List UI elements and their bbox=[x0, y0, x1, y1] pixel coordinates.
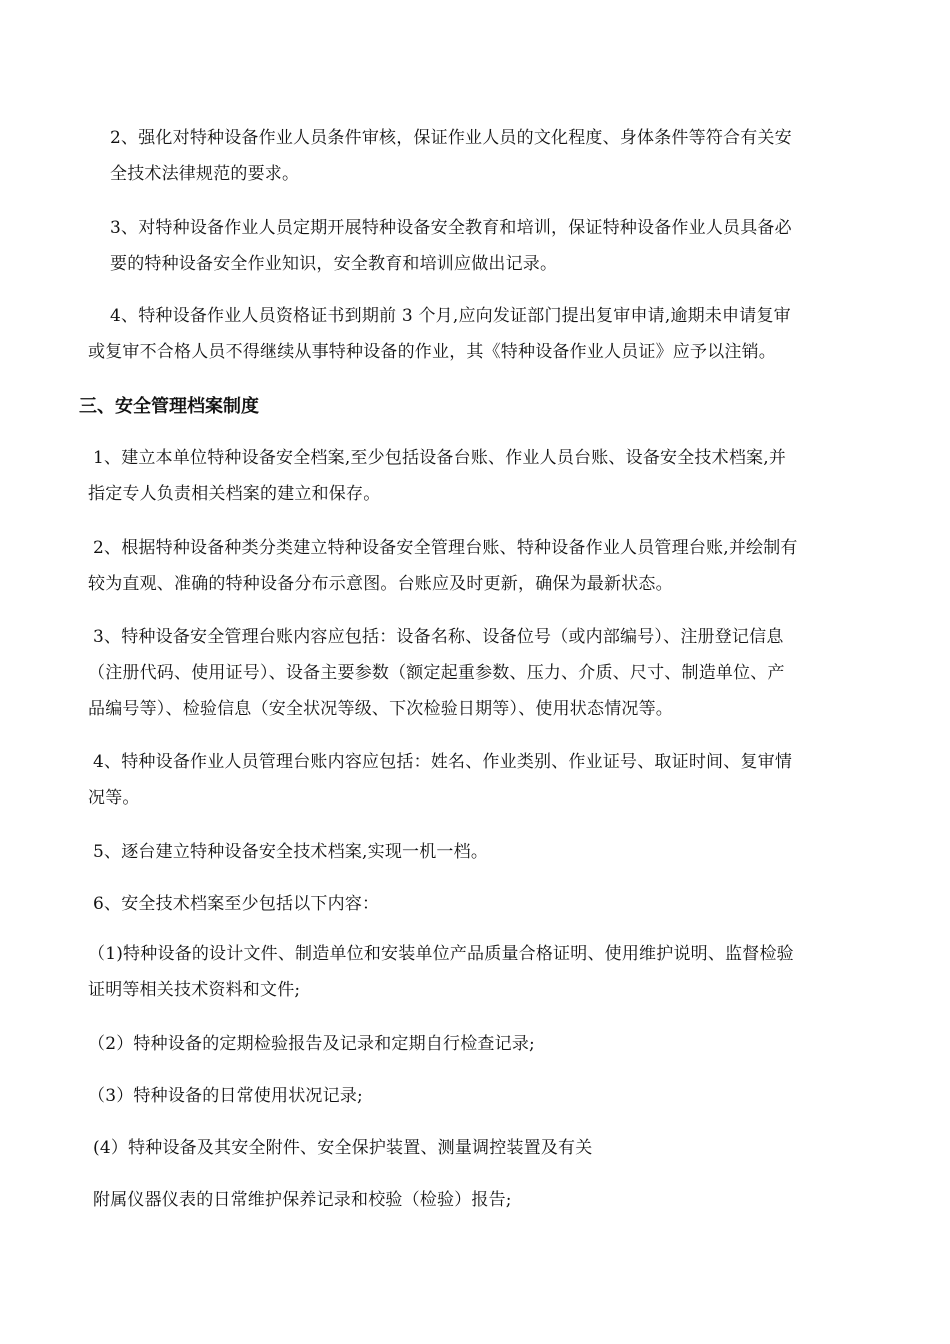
paragraph-line: 要的特种设备安全作业知识，安全教育和培训应做出记录。 bbox=[110, 254, 558, 274]
paragraph-line: 4、特种设备作业人员资格证书到期前 3 个月,应向发证部门提出复审申请,逾期未申请复审 bbox=[110, 306, 791, 326]
paragraph-s3-sub-2 bbox=[0, 1026, 950, 1062]
paragraph-line: （1)特种设备的设计文件、制造单位和安装单位产品质量合格证明、使用维护说明、监督检验 bbox=[88, 944, 794, 964]
paragraph-line: 况等。 bbox=[88, 788, 140, 808]
paragraph-s3-sub-1 bbox=[0, 936, 950, 1008]
paragraph-line: 指定专人负责相关档案的建立和保存。 bbox=[88, 484, 381, 504]
paragraph-s3-item-6 bbox=[0, 886, 950, 922]
paragraph-s3-sub-4 bbox=[0, 1130, 950, 1166]
paragraph-line: 品编号等）、检验信息（安全状况等级、下次检验日期等）、使用状态情况等。 bbox=[88, 699, 673, 719]
paragraph-line: (4）特种设备及其安全附件、安全保护装置、测量调控装置及有关 bbox=[93, 1138, 593, 1158]
paragraph-line: （2）特种设备的定期检验报告及记录和定期自行检查记录; bbox=[88, 1034, 535, 1054]
paragraph-s3-item-1 bbox=[0, 440, 950, 512]
paragraph-s3-sub-3 bbox=[0, 1078, 950, 1114]
paragraph-line: 3、特种设备安全管理台账内容应包括：设备名称、设备位号（或内部编号）、注册登记信息 bbox=[93, 627, 784, 647]
paragraph-line: 1、建立本单位特种设备安全档案,至少包括设备台账、作业人员台账、设备安全技术档案,并 bbox=[93, 448, 787, 468]
paragraph-line: 2、根据特种设备种类分类建立特种设备安全管理台账、特种设备作业人员管理台账,并绘制有 bbox=[93, 538, 798, 558]
paragraph-line: （注册代码、使用证号）、设备主要参数（额定起重参数、压力、介质、尺寸、制造单位、产 bbox=[88, 663, 785, 683]
paragraph-s3-item-4 bbox=[0, 744, 950, 816]
paragraph-line: 或复审不合格人员不得继续从事特种设备的作业，其《特种设备作业人员证》应予以注销。 bbox=[88, 342, 776, 362]
paragraph-line: 6、安全技术档案至少包括以下内容： bbox=[93, 894, 380, 914]
paragraph-line: 2、强化对特种设备作业人员条件审核，保证作业人员的文化程度、身体条件等符合有关安 bbox=[110, 128, 792, 148]
paragraph-item-3 bbox=[0, 210, 950, 282]
paragraph-line: 4、特种设备作业人员管理台账内容应包括：姓名、作业类别、作业证号、取证时间、复审情 bbox=[93, 752, 793, 772]
paragraph-line: 5、逐台建立特种设备安全技术档案,实现一机一档。 bbox=[93, 842, 489, 862]
paragraph-s3-item-3 bbox=[0, 619, 950, 727]
section-heading: 三、安全管理档案制度 bbox=[79, 396, 259, 417]
paragraph-s3-item-5 bbox=[0, 834, 950, 870]
paragraph-line: （3）特种设备的日常使用状况记录; bbox=[88, 1086, 363, 1106]
paragraph-line: 全技术法律规范的要求。 bbox=[110, 164, 300, 184]
paragraph-s3-item-2 bbox=[0, 530, 950, 602]
paragraph-item-4 bbox=[0, 298, 950, 370]
paragraph-line: 证明等相关技术资料和文件; bbox=[88, 980, 301, 1000]
paragraph-item-2 bbox=[0, 120, 950, 192]
paragraph-line: 较为直观、准确的特种设备分布示意图。台账应及时更新，确保为最新状态。 bbox=[88, 574, 673, 594]
paragraph-s3-sub-4-continued bbox=[0, 1182, 950, 1218]
paragraph-line: 附属仪器仪表的日常维护保养记录和校验（检验）报告; bbox=[93, 1190, 512, 1210]
paragraph-line: 3、对特种设备作业人员定期开展特种设备安全教育和培训，保证特种设备作业人员具备必 bbox=[110, 218, 792, 238]
